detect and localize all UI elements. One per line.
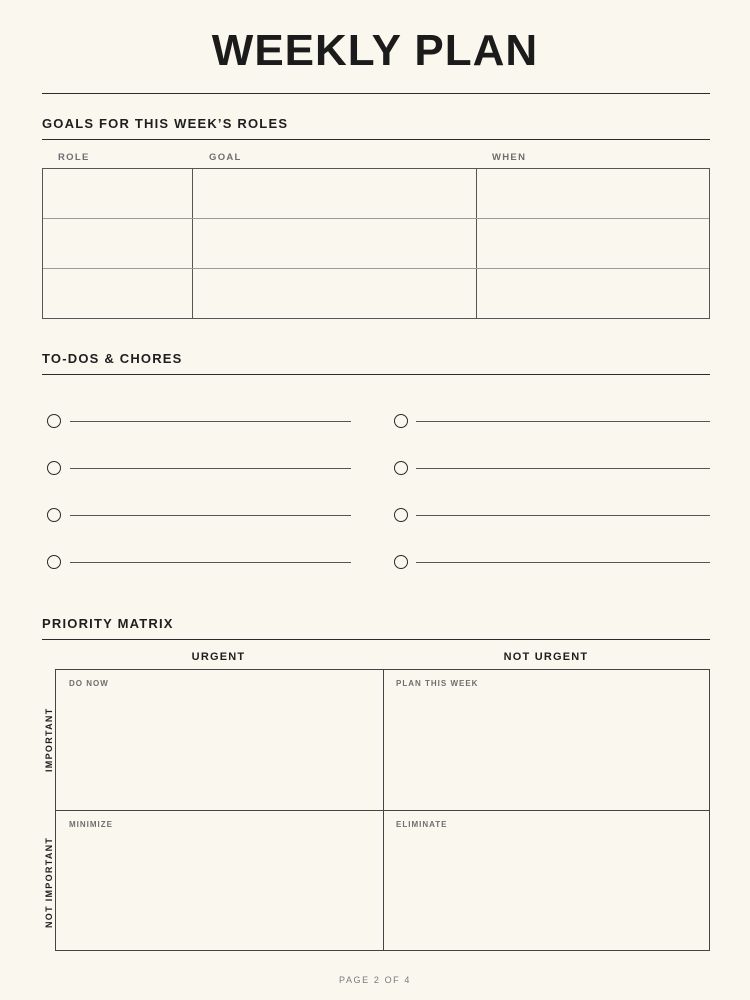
todo-write-line[interactable]	[70, 468, 351, 469]
todo-write-line[interactable]	[70, 421, 351, 422]
checkbox-circle-icon[interactable]	[47, 508, 61, 522]
table-column-divider	[192, 169, 193, 318]
column-header-role: ROLE	[58, 152, 90, 163]
todos-divider	[42, 374, 710, 375]
page-title: WEEKLY PLAN	[211, 26, 539, 75]
matrix-column-header-not-urgent: NOT URGENT	[503, 651, 589, 663]
checkbox-circle-icon[interactable]	[394, 414, 408, 428]
checkbox-circle-icon[interactable]	[394, 508, 408, 522]
checkbox-circle-icon[interactable]	[394, 461, 408, 475]
matrix-column-header-urgent: URGENT	[191, 651, 246, 663]
todo-item[interactable]	[47, 508, 351, 524]
page-number: PAGE 2 OF 4	[339, 975, 411, 985]
quadrant-label-eliminate: ELIMINATE	[396, 820, 448, 829]
table-row-divider	[43, 218, 709, 219]
goals-divider	[42, 139, 710, 140]
todo-item[interactable]	[394, 414, 710, 430]
priority-matrix	[55, 669, 710, 951]
todo-item[interactable]	[47, 461, 351, 477]
checkbox-circle-icon[interactable]	[394, 555, 408, 569]
todo-write-line[interactable]	[416, 562, 710, 563]
quadrant-label-plan-this-week: PLAN THIS WEEK	[396, 679, 479, 688]
todo-write-line[interactable]	[416, 468, 710, 469]
todo-write-line[interactable]	[416, 515, 710, 516]
matrix-row-header-important: IMPORTANT	[44, 707, 54, 772]
matrix-section-title: PRIORITY MATRIX	[42, 616, 174, 631]
quadrant-label-do-now: DO NOW	[69, 679, 109, 688]
checkbox-circle-icon[interactable]	[47, 461, 61, 475]
quadrant-label-minimize: MINIMIZE	[69, 820, 113, 829]
todo-item[interactable]	[394, 555, 710, 571]
column-header-goal: GOAL	[209, 152, 242, 163]
todo-item[interactable]	[394, 508, 710, 524]
matrix-divider	[42, 639, 710, 640]
matrix-row-header-not-important: NOT IMPORTANT	[44, 836, 54, 928]
checkbox-circle-icon[interactable]	[47, 555, 61, 569]
table-row-divider	[43, 268, 709, 269]
table-column-divider	[476, 169, 477, 318]
todos-section-title: TO-DOS & CHORES	[42, 351, 183, 366]
checkbox-circle-icon[interactable]	[47, 414, 61, 428]
column-header-when: WHEN	[492, 152, 527, 163]
todo-item[interactable]	[47, 414, 351, 430]
goals-table	[42, 168, 710, 319]
title-divider	[42, 93, 710, 94]
todo-item[interactable]	[394, 461, 710, 477]
todo-write-line[interactable]	[70, 562, 351, 563]
todo-item[interactable]	[47, 555, 351, 571]
matrix-horizontal-divider	[56, 810, 709, 811]
goals-section-title: GOALS FOR THIS WEEK’S ROLES	[42, 116, 289, 131]
todo-write-line[interactable]	[416, 421, 710, 422]
todo-write-line[interactable]	[70, 515, 351, 516]
